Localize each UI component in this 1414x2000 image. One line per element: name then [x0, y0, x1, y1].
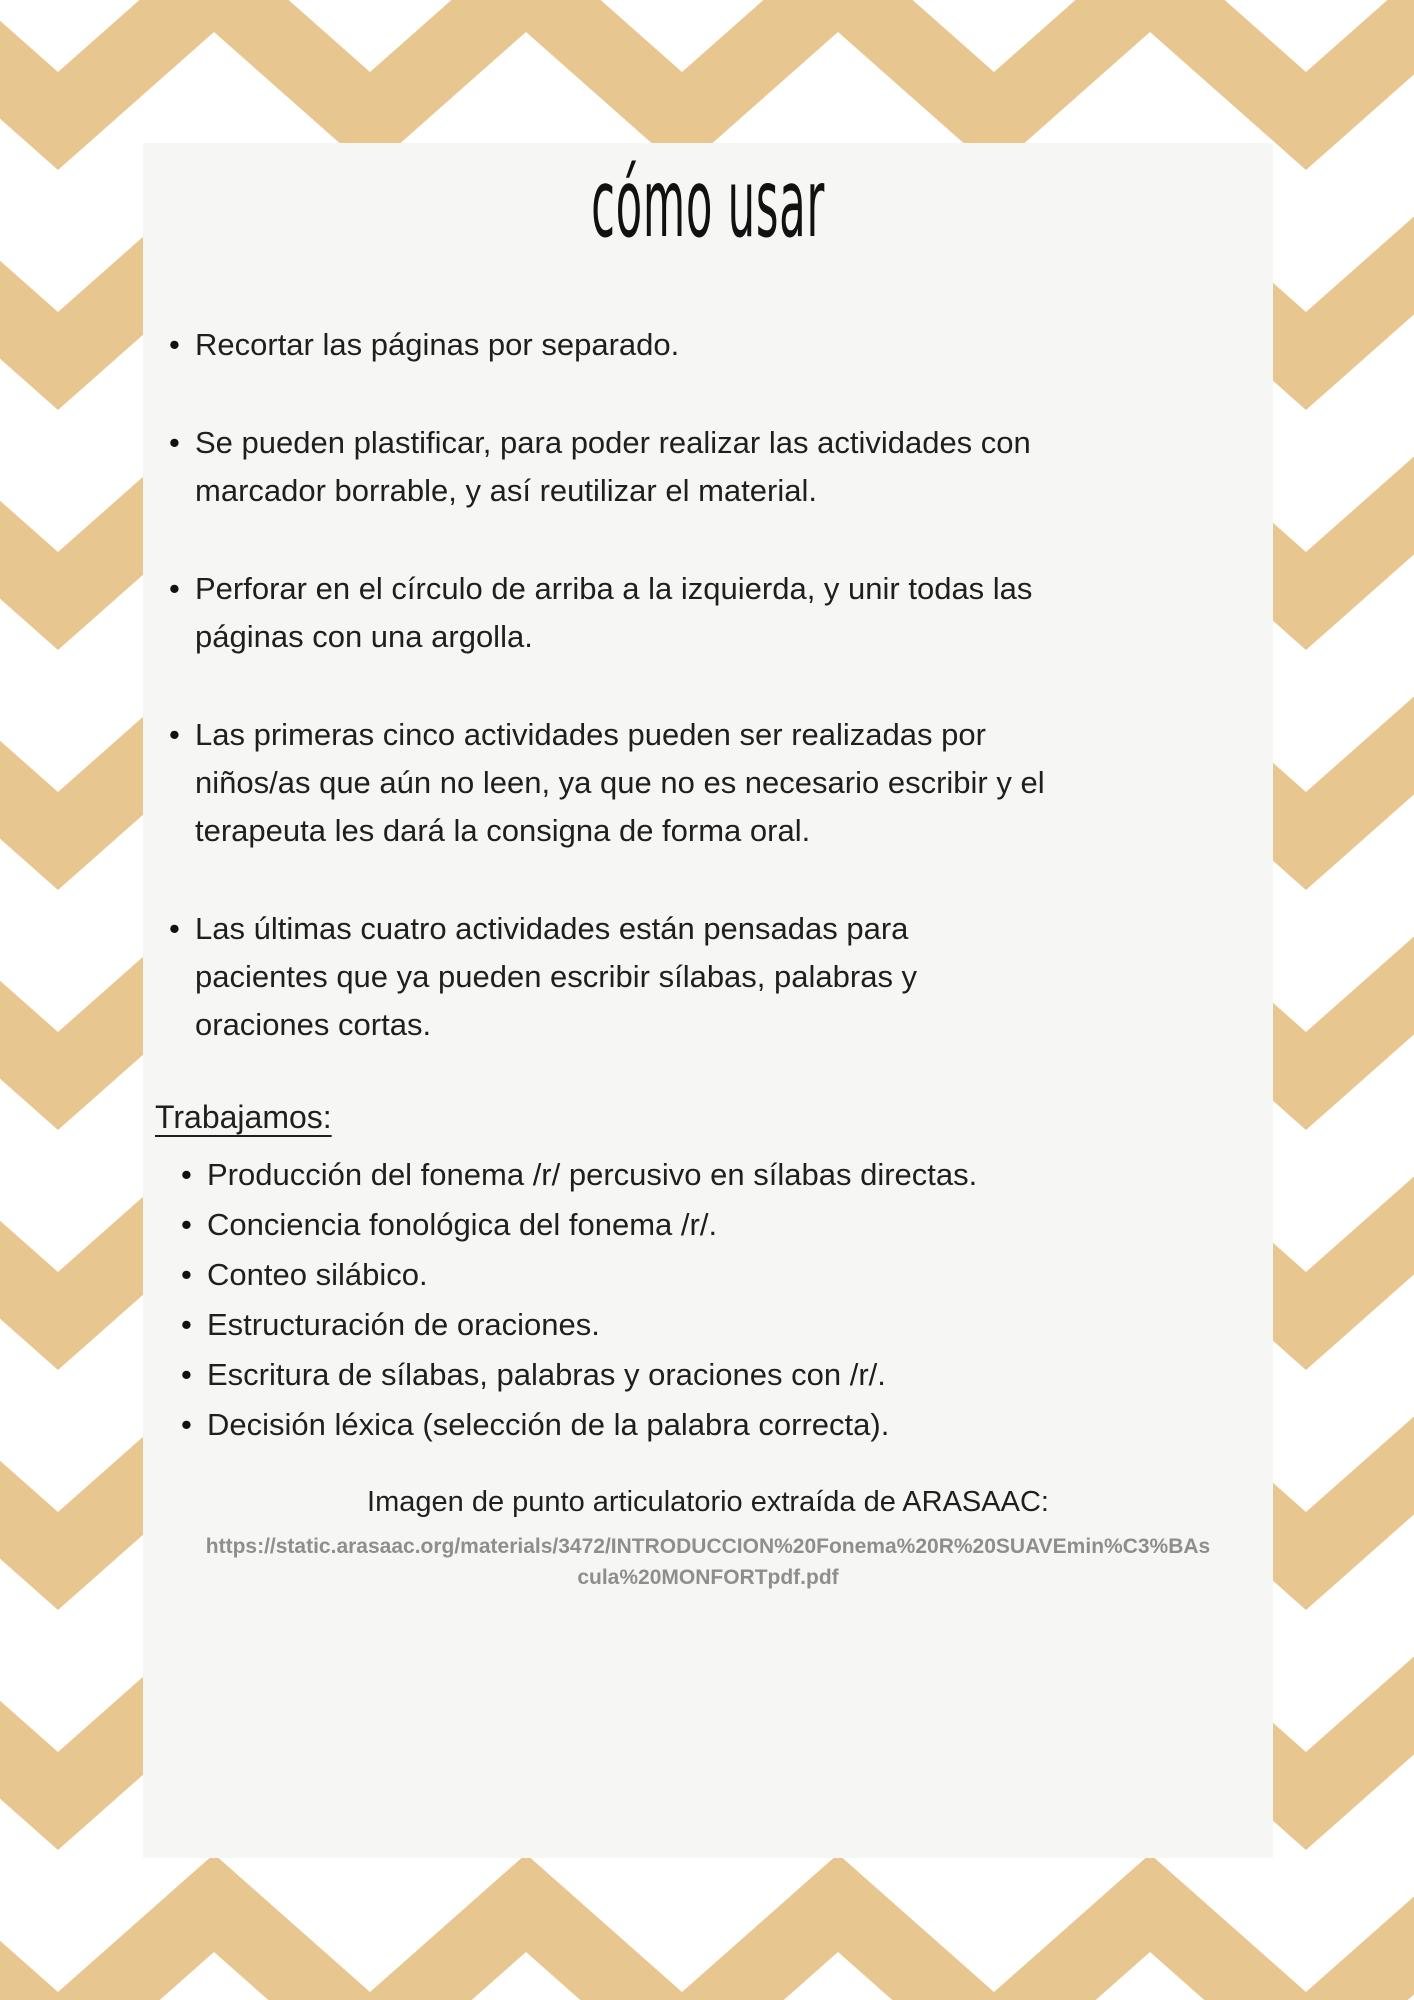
- instruction-item: • Perforar en el círculo de arriba a la izquierda, y unir todas las páginas con una argolla.: [169, 565, 1049, 661]
- work-section-heading: Trabajamos:: [155, 1099, 332, 1135]
- work-items-list: [143, 1150, 1273, 1450]
- work-item: • Conciencia fonológica del fonema /r/.: [181, 1200, 1243, 1250]
- credit-caption: Imagen de punto articulatorio extraída de ARASAAC:: [367, 1486, 1049, 1518]
- work-item: • Producción del fonema /r/ percusivo en sílabas directas.: [181, 1150, 1243, 1200]
- instruction-item: • Las últimas cuatro actividades están pensadas para pacientes que ya pueden escribir sílabas, palabras y oraciones cortas.: [169, 905, 1049, 1049]
- instruction-item: • Las primeras cinco actividades pueden ser realizadas por niños/as que aún no leen, ya que no es necesario escribir y el terapeuta les dará la consigna de forma oral.: [169, 711, 1049, 855]
- credit-url: https://static.arasaac.org/materials/3472/INTRODUCCION%20Fonema%20R%20SUAVEmin%C3%BAscula%20MONFORTpdf.pdf: [205, 1535, 1211, 1589]
- instruction-item: • Se pueden plastificar, para poder realizar las actividades con marcador borrable, y así reutilizar el material.: [169, 419, 1049, 515]
- page-title: [143, 147, 1273, 259]
- content-card: [143, 143, 1273, 1858]
- work-item: • Decisión léxica (selección de la palabra correcta).: [181, 1400, 1243, 1450]
- instructions-list: [143, 321, 1073, 1049]
- work-item: • Escritura de sílabas, palabras y oraciones con /r/.: [181, 1350, 1243, 1400]
- work-item: • Estructuración de oraciones.: [181, 1300, 1243, 1350]
- instruction-item: • Recortar las páginas por separado.: [169, 321, 1049, 369]
- page-title-text: cómo usar: [591, 147, 825, 259]
- work-item: • Conteo silábico.: [181, 1250, 1243, 1300]
